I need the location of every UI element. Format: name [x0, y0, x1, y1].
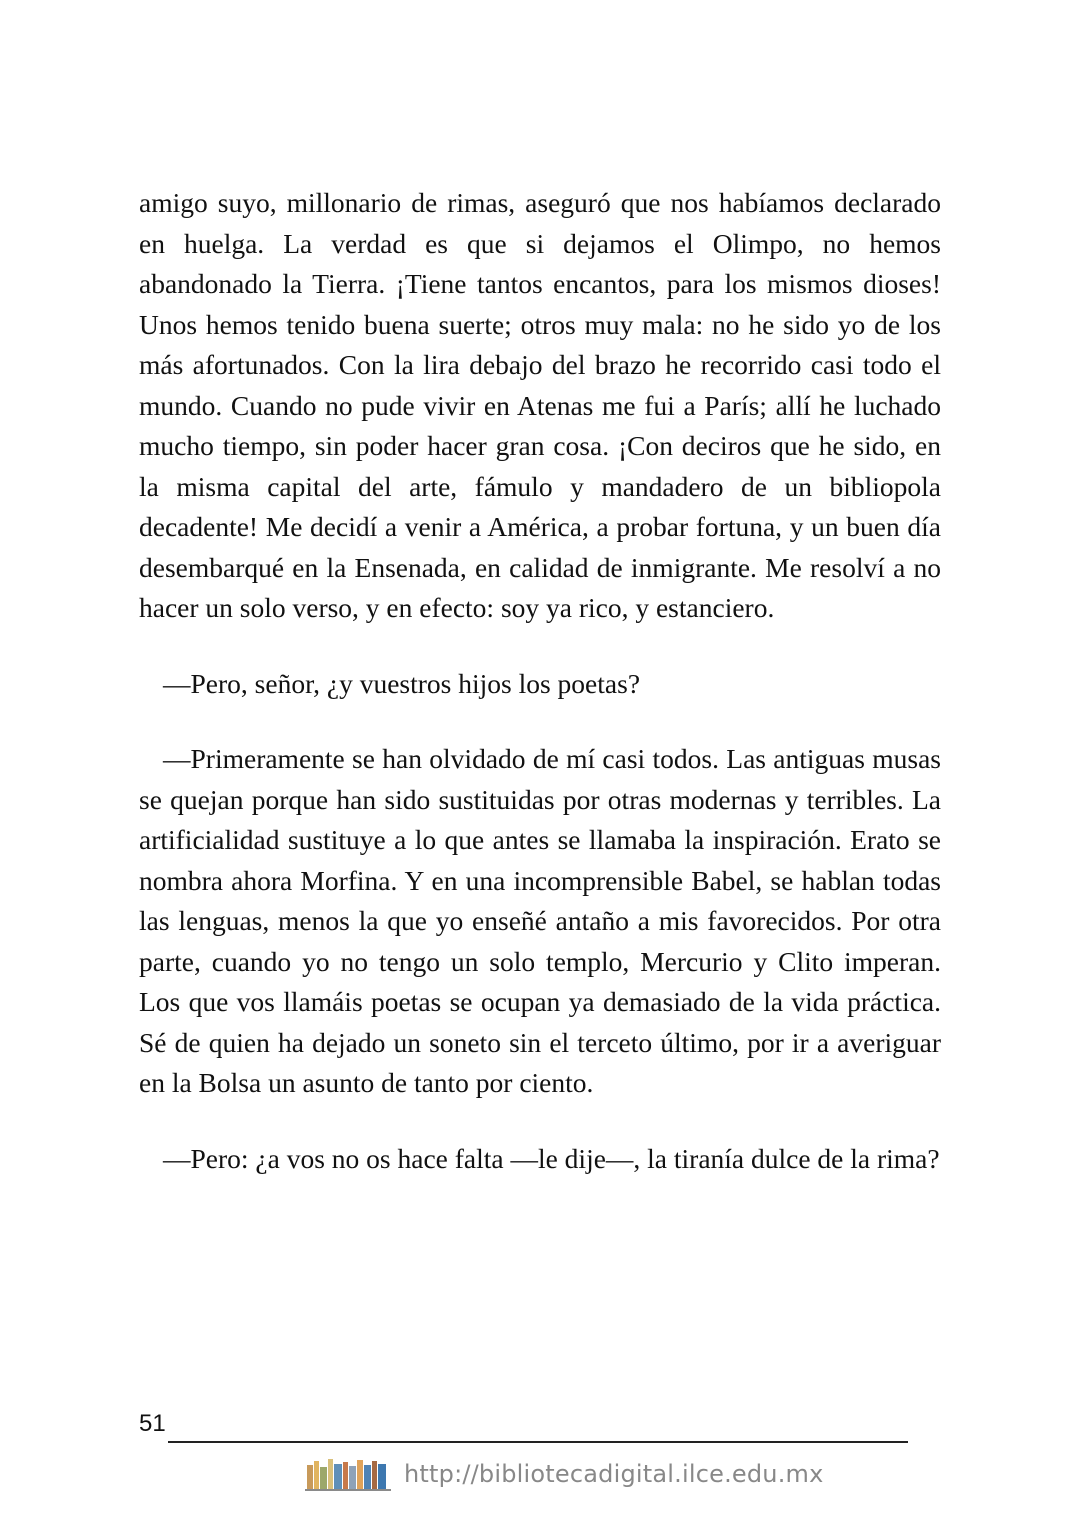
- page-number: 51: [139, 1410, 166, 1437]
- books-logo-icon: [305, 1455, 397, 1493]
- library-url-link[interactable]: http://bibliotecadigital.ilce.edu.mx: [404, 1460, 824, 1488]
- paragraph-dialogue-question: —Pero, señor, ¿y vuestros hijos los poetas?: [163, 667, 641, 699]
- footer-rule: [168, 1441, 908, 1443]
- paragraph-narrative: amigo suyo, millonario de rimas, aseguró que nos habíamos declarado en huelga. La verdad es que si dejamos el Olimpo, no hemos abandonado la Tierra. ¡Tiene tantos encantos, para los mismos dioses! Unos hemos tenido buena suerte; otros muy mala: no he sido yo de los más afortunados. Con la lira debajo del brazo he recorrido casi todo el mundo. Cuando no pude vivir en Atenas me fui a París; allí he luchado mucho tiempo, sin poder hacer gran cosa. ¡Con deciros que he sido, en la misma capital del arte, fámulo y mandadero de un bibliopola decadente! Me decidí a venir a América, a probar fortuna, y un buen día desembarqué en la Ensenada, en calidad de inmigrante. Me resolví a no hacer un solo verso, y en efecto: soy ya rico, y estanciero.: [139, 187, 941, 623]
- paragraph-dialogue-rhyme: —Pero: ¿a vos no os hace falta —le dije—, la tiranía dulce de la rima?: [163, 1142, 940, 1174]
- paragraph-dialogue-answer: —Primeramente se han olvidado de mí casi todos. Las antiguas musas se quejan porque han sido sustituidas por otras modernas y terribles. La artificialidad sustituye a lo que antes se llamaba la inspiración. Erato se nombra ahora Morfina. Y en una incomprensible Babel, se hablan todas las lenguas, menos la que yo enseñé antaño a mis favorecidos. Por otra parte, cuando yo no tengo un solo templo, Mercurio y Clito imperan. Los que vos llamáis poetas se ocupan ya demasiado de la vida práctica. Sé de quien ha dejado un soneto sin el terceto último, por ir a averiguar en la Bolsa un asunto de tanto por ciento.: [139, 743, 941, 1098]
- page-body: [139, 183, 941, 1179]
